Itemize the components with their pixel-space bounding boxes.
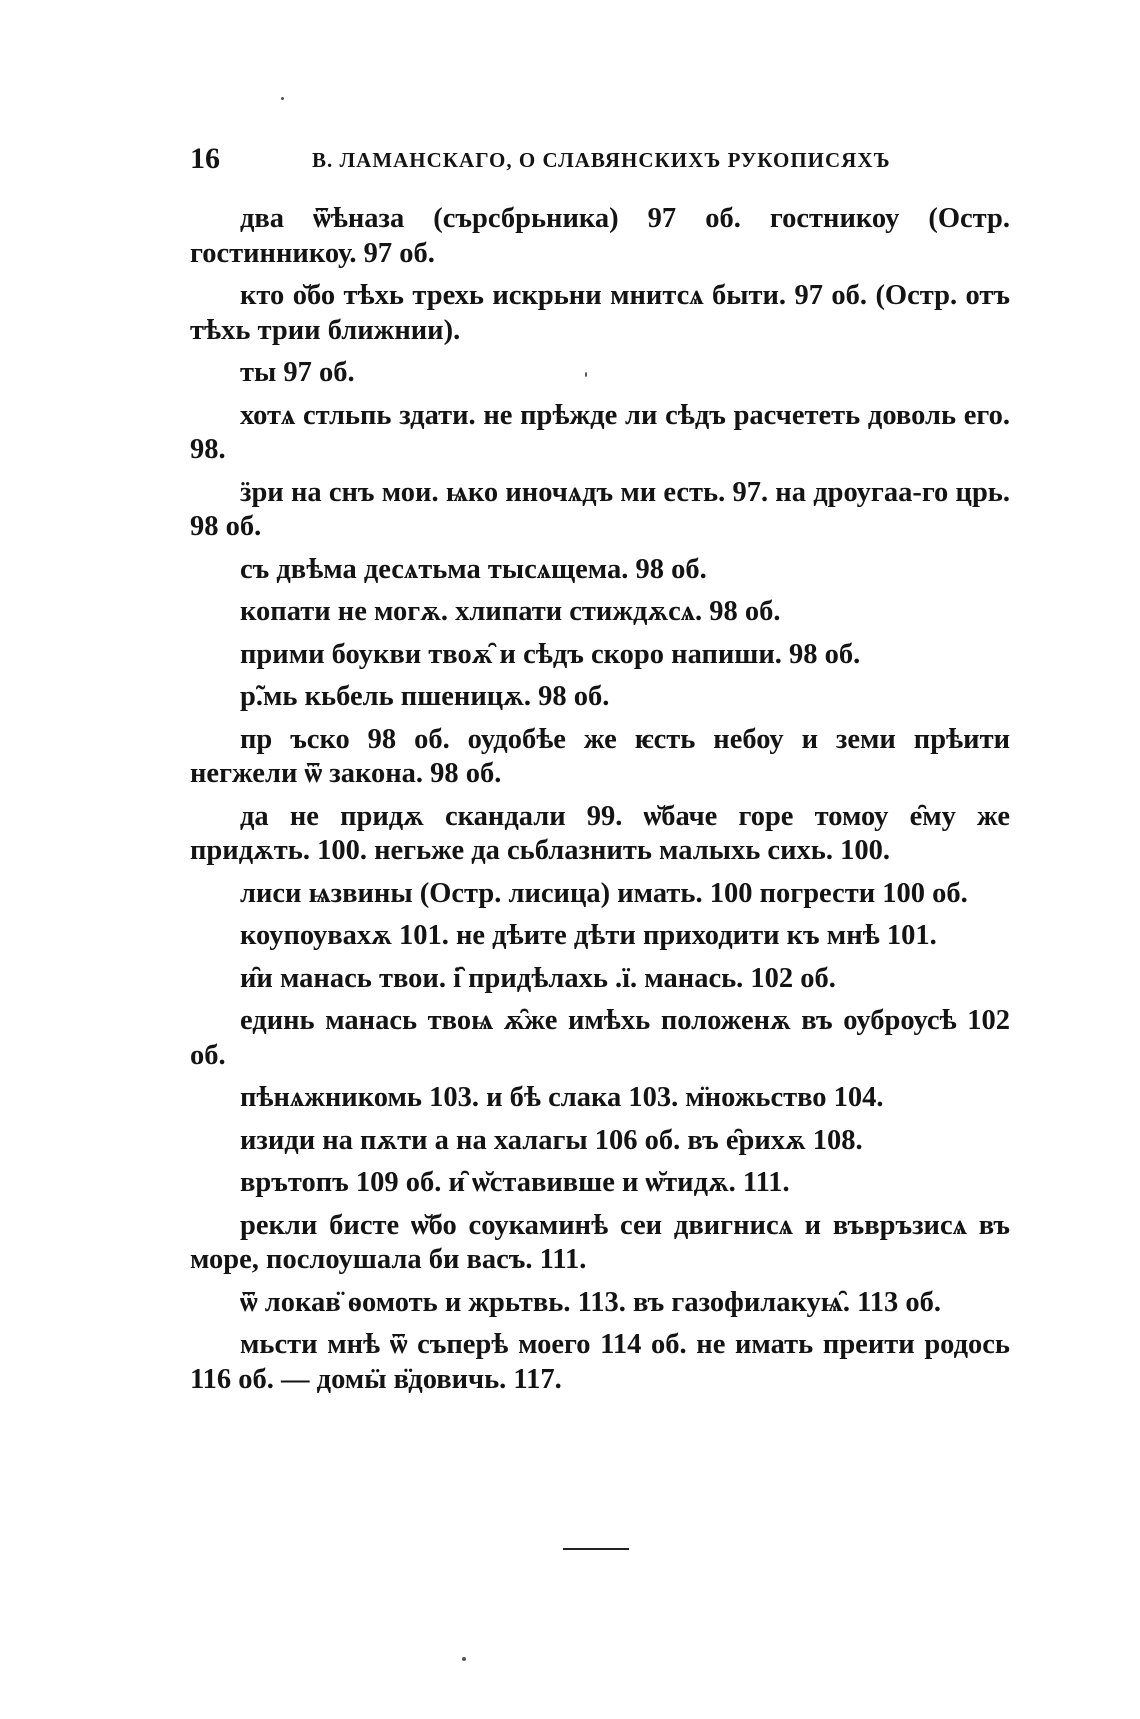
entry: мьсти мнѣ ѿ съперѣ моего 114 об. не имать преити родось 116 об. — домӹ в̈довичь. 117. <box>190 1329 1010 1395</box>
entry: и̑и манась твои. і̑ придѣлахь .ї. манась. 102 об. <box>240 962 836 994</box>
entry: изиди на пѫти а на халагы 106 об. въ е̑рихѫ 108. <box>240 1124 863 1156</box>
entry: рекли бисте ѡ̆бо соукаминѣ сеи двигнисѧ и въвръзисѧ въ море, послоушала би васъ. 111. <box>190 1209 1010 1275</box>
entry: р̃.мь кьбель пшеницѫ. 98 об. <box>240 681 610 712</box>
entry: врътопъ 109 об. и̑ ѡ̆ставивше и ѡ̆тидѫ. 111. <box>240 1167 790 1198</box>
ink-speck <box>281 97 284 100</box>
ink-speck <box>585 372 587 377</box>
entry: съ двѣма десѧтьма тысѧщема. 98 об. <box>240 553 707 585</box>
entry: пѣнѧжникомь 103. и бѣ слака 103. м̈ножьство 104. <box>240 1082 884 1113</box>
entry: два ѿѣназа (сърсбрьника) 97 об. гостникоу (Остр. гостинникоу. 97 об. <box>190 203 1010 269</box>
entry: лиси ѩзвины (Остр. лисица) имать. 100 погрести 100 об. <box>240 877 968 909</box>
entry: да не придѫ скандали 99. ѡ̆баче горе томоу е̑му же придѫть. 100. негьже да сьблазнить малыхь сихь. 100. <box>190 800 1010 866</box>
ink-speck <box>462 1657 466 1661</box>
body-text <box>190 202 1010 1405</box>
entry: единь манась твоѩ ѫ̑же имѣхь положенѫ въ оуброусѣ 102 об. <box>190 1005 1010 1071</box>
running-head: В. ЛАМАНСКАГО, О СЛАВЯНСКИХЪ РУКОПИСЯХЪ <box>312 148 891 172</box>
page-header <box>190 142 1010 182</box>
entry: прими боукви твоѫ̑ и сѣдъ скоро напиши. 98 об. <box>240 638 861 670</box>
entry: кто о̆бо тѣхь трехь искрьни мнитсѧ быти. 97 об. (Остр. отъ тѣхь трии ближнии). <box>190 280 1010 346</box>
entry: хотѧ стльпь здати. не прѣжде ли сѣдъ расчететь доволь его. 98. <box>190 399 1010 465</box>
end-rule <box>563 1548 629 1550</box>
entry: ӟри на снъ мои. ѩко иночѧдъ ми есть. 97. на дроугаа-го црь. 98 об. <box>190 476 1010 542</box>
entry: ты 97 об. <box>240 357 355 388</box>
page-number: 16 <box>190 142 220 175</box>
entry: коупоувахѫ 101. не дѣите дѣти приходити къ мнѣ 101. <box>240 920 937 951</box>
entry: ѿ локав̈ ѳомоть и жрьтвь. 113. въ газофилакуѩ̑. 113 об. <box>240 1286 942 1318</box>
entry: копати не могѫ. хлипати стиждѫсѧ. 98 об. <box>240 596 781 627</box>
entry: пр ъско 98 об. оудобѣе же ѥсть небоу и земи прѣити негжели ѿ закона. 98 об. <box>190 723 1010 789</box>
